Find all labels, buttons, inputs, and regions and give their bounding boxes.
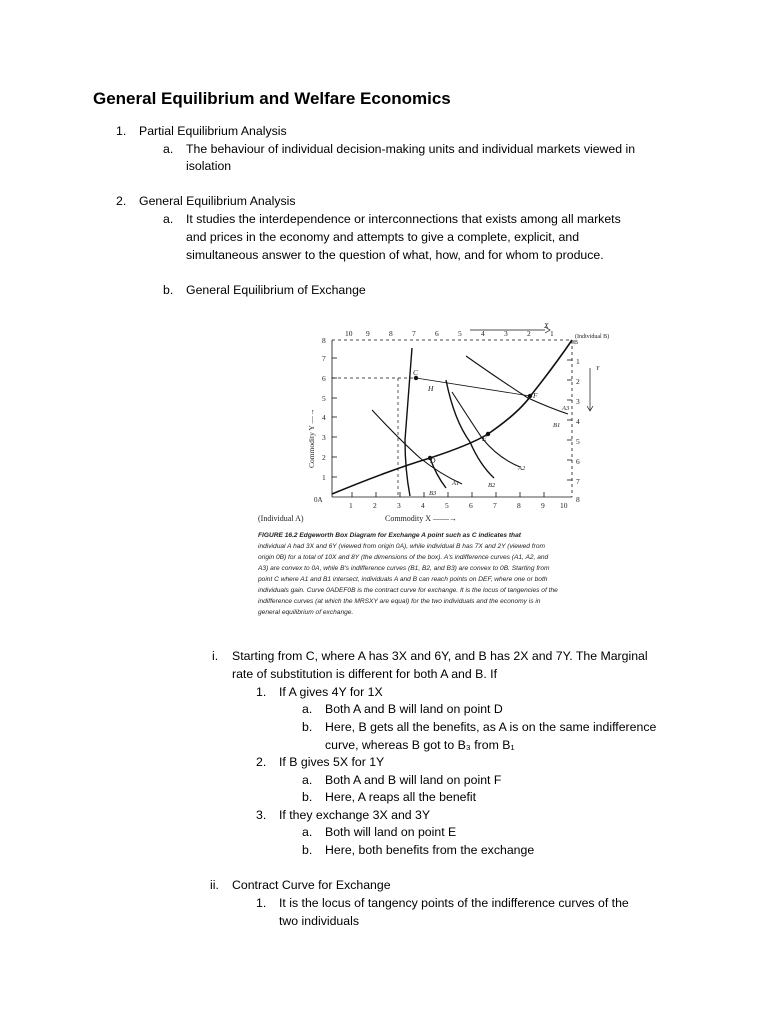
bottom-tick-label: 9: [541, 501, 545, 510]
bottom-tick-label: 7: [493, 501, 497, 510]
part-i-sub-marker: b.: [302, 720, 313, 734]
figure-caption-line: indifference curves (at which the MRSXY are equal) for the two individuals and the economy is in: [258, 598, 541, 605]
top-tick-label: 4: [481, 329, 485, 338]
part-i-sub-text: Both A and B will land on point F: [325, 773, 502, 787]
part-i-sub-marker: a.: [302, 825, 313, 839]
indifference-curve-a3: [466, 356, 568, 414]
left-tick-label: 4: [322, 413, 326, 422]
section-2a-marker: a.: [163, 212, 174, 226]
section-2b-heading: General Equilibrium of Exchange: [186, 283, 366, 297]
part-i-sub-marker: a.: [302, 773, 313, 787]
bottom-tick-label: 3: [397, 501, 401, 510]
figure-caption-line: origin 0B) for a total of 10X and 8Y (the dimensions of the box). A's indifference curves (A1, A2, and: [258, 554, 549, 561]
section-2-heading: General Equilibrium Analysis: [139, 194, 296, 208]
individual-a-label: (Individual A): [258, 514, 304, 523]
part-i-marker: i.: [212, 649, 219, 663]
top-tick-label: 7: [412, 329, 416, 338]
section-2b-marker: b.: [163, 283, 174, 297]
curve-label-b1: B1: [553, 422, 561, 429]
part-i-line: Starting from C, where A has 3X and 6Y, and B has 2X and 7Y. The Marginal: [232, 649, 648, 663]
bottom-tick-label: 8: [517, 501, 521, 510]
right-tick-label: 5: [576, 437, 580, 446]
figure-caption-line: individual A had 3X and 6Y (viewed from origin 0A), while individual B has 7X and 2Y (viewed from: [258, 543, 545, 550]
top-tick-label: 9: [366, 329, 370, 338]
right-tick-label: 6: [576, 457, 580, 466]
figure-caption-line: point C where A1 and B1 intersect, individuals A and B can reach points on DEF, where one or both: [258, 576, 548, 583]
top-tick-label: 2: [527, 329, 531, 338]
bottom-tick-label: 6: [469, 501, 473, 510]
curve-label-a2: A2: [518, 465, 526, 472]
left-tick-label: 2: [322, 453, 326, 462]
part-i-sub-text: Both will land on point E: [325, 825, 457, 839]
section-1a-line: isolation: [186, 159, 232, 173]
top-tick-label: 1: [550, 329, 554, 338]
edgeworth-box-figure: [240, 318, 640, 623]
section-1a-marker: a.: [163, 142, 174, 156]
figure-caption-line: general equilibrium of exchange.: [258, 609, 354, 616]
figure-caption-line: FIGURE 16.2 Edgeworth Box Diagram for Exchange A point such as C indicates that: [258, 532, 521, 539]
part-i-sub-text: Both A and B will land on point D: [325, 702, 503, 716]
part-ii-item-text: It is the locus of tangency points of the indifference curves of the: [279, 896, 629, 910]
bottom-tick-label: 10: [560, 501, 568, 510]
part-i-item-text: If they exchange 3X and 3Y: [279, 808, 431, 822]
top-tick-label: 10: [345, 329, 353, 338]
point-label-c: C: [413, 368, 419, 377]
part-i-item-text: If A gives 4Y for 1X: [279, 685, 383, 699]
left-tick-label: 3: [322, 433, 326, 442]
figure-caption-line: individuals gain. Curve 0ADEF0B is the contract curve for exchange. It is the locus of tangencies of the: [258, 587, 558, 594]
part-i-sub-marker: b.: [302, 843, 313, 857]
section-2a-line: simultaneous answer to the question of what, how, and for whom to produce.: [186, 248, 604, 262]
bottom-tick-label: 1: [349, 501, 353, 510]
section-2a-line: It studies the interdependence or interconnections that exists among all markets: [186, 212, 621, 226]
part-i-sub-text: Here, both benefits from the exchange: [325, 843, 535, 857]
bottom-tick-label: 2: [373, 501, 377, 510]
curve-label-a3: A3: [562, 405, 570, 412]
left-tick-label: 8: [322, 336, 326, 345]
indifference-curve-b1: [405, 348, 412, 496]
curve-label-a1: A1: [452, 480, 460, 487]
left-tick-label: 7: [322, 354, 326, 363]
right-tick-label: 2: [576, 377, 580, 386]
part-i-item-number: 1.: [256, 685, 267, 699]
top-tick-label: 6: [435, 329, 439, 338]
right-tick-label: 8: [576, 495, 580, 504]
point-label-e: E: [482, 434, 487, 443]
commodity-y-label: Commodity Y —→: [307, 408, 316, 468]
top-tick-label: 3: [504, 329, 508, 338]
part-ii-item-text: two individuals: [279, 914, 359, 928]
part-i-sub-text: Here, A reaps all the benefit: [325, 790, 477, 804]
origin-b-label: 0B: [571, 340, 579, 346]
point-label-f: F: [533, 391, 538, 400]
point-label-h: H: [428, 384, 434, 393]
right-tick-label: 3: [576, 397, 580, 406]
part-i-sub-text: curve, whereas B got to B₃ from B₁: [325, 738, 515, 752]
section-2-number: 2.: [116, 194, 127, 208]
part-i-item-number: 2.: [256, 755, 267, 769]
right-tick-label: 1: [576, 357, 580, 366]
y-axis-symbol: Y: [596, 366, 600, 372]
section-1a-line: The behaviour of individual decision-making units and individual markets viewed in: [186, 142, 636, 156]
part-i-item-number: 3.: [256, 808, 267, 822]
section-2a-line: and prices in the economy and attempts to give a complete, explicit, and: [186, 230, 580, 244]
origin-a-label: 0A: [314, 496, 323, 504]
curve-label-b3: B3: [429, 490, 437, 497]
left-tick-label: 1: [322, 473, 326, 482]
part-ii-item-number: 1.: [256, 896, 267, 910]
commodity-x-label: Commodity X ——→: [385, 514, 458, 523]
section-1-number: 1.: [116, 124, 127, 138]
individual-b-label: (Individual B): [575, 334, 610, 340]
part-ii-heading: Contract Curve for Exchange: [232, 878, 391, 892]
page-title: General Equilibrium and Welfare Economics: [93, 89, 451, 108]
contract-curve: [332, 340, 572, 494]
left-tick-label: 6: [322, 374, 326, 383]
bottom-tick-label: 5: [445, 501, 449, 510]
top-tick-label: 8: [389, 329, 393, 338]
bottom-tick-label: 4: [421, 501, 425, 510]
part-i-sub-marker: a.: [302, 702, 313, 716]
part-i-sub-marker: b.: [302, 790, 313, 804]
top-tick-label: 5: [458, 329, 462, 338]
section-1-heading: Partial Equilibrium Analysis: [139, 124, 287, 138]
part-i-item-text: If B gives 5X for 1Y: [279, 755, 385, 769]
curve-label-b2: B2: [488, 482, 496, 489]
left-tick-label: 5: [322, 394, 326, 403]
part-i-sub-text: Here, B gets all the benefits, as A is on the same indifference: [325, 720, 657, 734]
part-ii-marker: ii.: [210, 878, 219, 892]
figure-caption-line: A3) are convex to 0A, while B's indifference curves (B1, B2, and B3) are convex to 0B. Starting from: [258, 565, 550, 572]
point-label-d: D: [430, 456, 436, 465]
right-tick-label: 4: [576, 417, 580, 426]
right-tick-label: 7: [576, 477, 580, 486]
x-axis-symbol: X: [544, 321, 549, 330]
part-i-line: rate of substitution is different for both A and B. If: [232, 667, 498, 681]
